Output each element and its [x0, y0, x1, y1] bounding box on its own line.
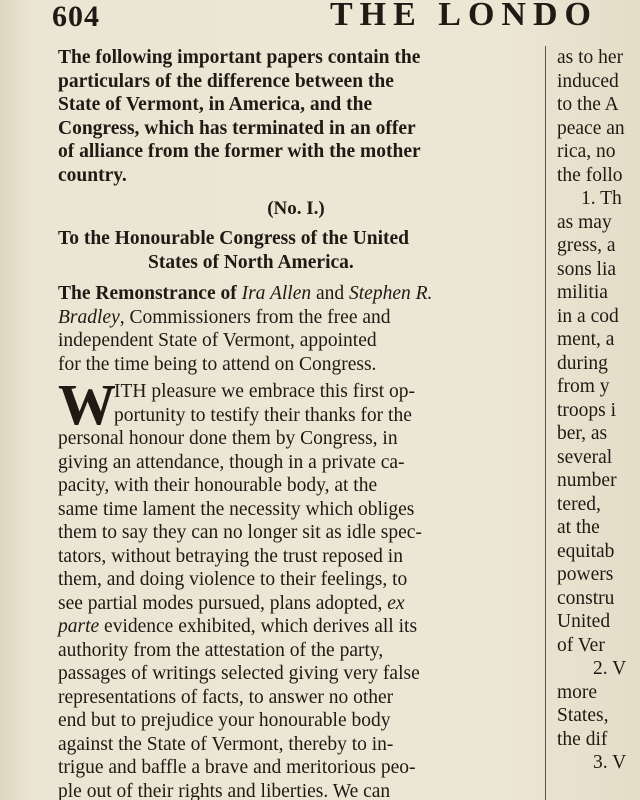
masthead-title: THE LONDO	[330, 0, 598, 33]
right-column-line: troops i	[557, 399, 617, 421]
document-number: (No. I.)	[267, 198, 325, 219]
right-column-line: in a cod	[557, 305, 619, 327]
right-column-line: at the	[557, 517, 600, 538]
right-column-line: to the A	[557, 94, 619, 115]
right-column-line: rica, no	[557, 141, 616, 162]
right-column-line: the dif	[557, 728, 608, 750]
page-number: 604	[52, 0, 100, 33]
body-line	[58, 592, 534, 616]
body-line: personal honour done them by Congress, in	[58, 428, 398, 449]
right-column-line: 1. Th	[581, 188, 622, 209]
commissioner-name: Stephen R.	[349, 283, 433, 304]
right-column-line: peace an	[557, 117, 625, 139]
right-column-line: from y	[557, 376, 610, 397]
body-line: them to say they can no longer sit as idle spec-	[58, 522, 422, 543]
right-column-line: as to her	[557, 47, 624, 68]
right-column-line: tered,	[557, 493, 601, 515]
address-heading	[58, 227, 534, 274]
right-column-line: militia	[557, 282, 608, 303]
latin-phrase: ex	[387, 592, 405, 614]
intro-line: The following important papers contain the	[58, 47, 421, 68]
right-column-line: United	[557, 611, 611, 632]
right-column-line: powers	[557, 564, 614, 585]
address-line: To the Honourable Congress of the United	[58, 228, 410, 249]
right-column-line: several	[557, 446, 613, 468]
commissioner-name: Bradley	[58, 306, 120, 328]
remonstrance-prefix: The Remonstrance of	[58, 283, 242, 304]
left-column	[58, 46, 534, 800]
remonstrance-text: , Commissioners from the free and	[119, 306, 391, 328]
remonstrance-line: independent State of Vermont, appointed	[58, 330, 377, 351]
body-line: them, and doing violence to their feelings, to	[58, 569, 408, 590]
body-line: portunity to testify their thanks for the	[114, 404, 412, 426]
body-paragraph	[58, 372, 534, 800]
latin-phrase: parte	[58, 616, 100, 637]
body-line: end but to prejudice your honourable body	[58, 710, 391, 731]
intro-line: of alliance from the former with the mother	[58, 141, 421, 162]
address-line: States of North America.	[148, 251, 354, 273]
commissioner-name: Ira Allen	[241, 283, 312, 304]
right-column-line: constru	[557, 587, 615, 609]
remonstrance-line: for the time being to attend on Congress.	[58, 353, 377, 375]
body-line: representations of facts, to answer no other	[58, 686, 394, 708]
body-text: evidence exhibited, which derives all its	[99, 616, 418, 637]
drop-cap: W	[58, 372, 116, 437]
page-header	[0, 0, 640, 40]
body-line: ITH pleasure we embrace this first op-	[114, 381, 416, 402]
right-column	[557, 46, 640, 775]
body-line: passages of writings selected giving very false	[58, 663, 420, 684]
right-column-line: more	[557, 681, 598, 703]
remonstrance-line	[58, 282, 534, 306]
remonstrance-paragraph	[58, 282, 534, 376]
right-column-line: gress, a	[557, 235, 616, 256]
body-line: ple out of their rights and liberties. We can	[58, 780, 391, 800]
right-column-line: 2. V	[593, 658, 627, 679]
body-line: giving an attendance, though in a private ca-	[58, 451, 405, 473]
right-column-line: sons lia	[557, 258, 617, 280]
body-text: see partial modes pursued, plans adopted,	[58, 592, 388, 614]
intro-line: Congress, which has terminated in an offer	[58, 117, 416, 139]
body-line: pacity, with their honourable body, at the	[58, 475, 378, 496]
conjunction: and	[311, 283, 350, 304]
right-column-line: induced	[557, 70, 619, 92]
intro-line: particulars of the difference between the	[58, 70, 394, 92]
right-column-line: during	[557, 352, 608, 374]
column-divider	[545, 46, 546, 800]
right-column-line: number	[557, 470, 617, 491]
body-line: authority from the attestation of the party,	[58, 639, 384, 661]
intro-line: country.	[58, 164, 127, 186]
right-column-line: as may	[557, 211, 612, 233]
body-line	[58, 615, 534, 639]
remonstrance-line	[58, 306, 534, 330]
right-column-line: of Ver	[557, 634, 605, 656]
intro-line: State of Vermont, in America, and the	[58, 94, 373, 115]
right-column-line: ber, as	[557, 423, 608, 444]
body-line: against the State of Vermont, thereby to in-	[58, 733, 394, 755]
body-line: trigue and baffle a brave and meritorious peo-	[58, 757, 416, 778]
right-column-line: equitab	[557, 540, 615, 562]
right-column-line: the follo	[557, 164, 623, 186]
body-line: tators, without betraying the trust reposed in	[58, 545, 403, 567]
intro-paragraph	[58, 46, 534, 187]
body-line: same time lament the necessity which obliges	[58, 498, 415, 520]
right-column-line: 3. V	[593, 752, 627, 773]
right-column-line: States,	[557, 705, 609, 726]
right-column-line: ment, a	[557, 329, 615, 350]
